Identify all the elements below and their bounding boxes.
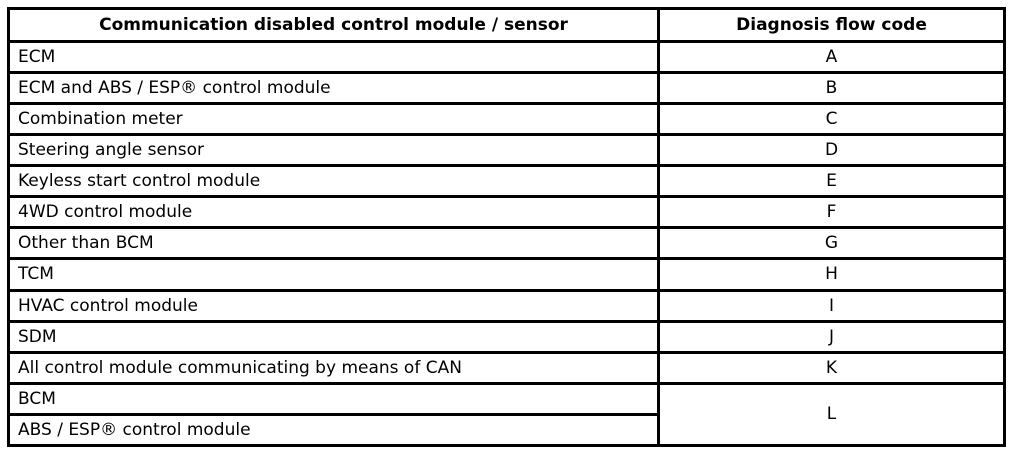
code-cell: D xyxy=(659,135,1005,166)
module-cell: Combination meter xyxy=(9,104,659,135)
diagnosis-flow-table xyxy=(7,7,1006,447)
table-row xyxy=(9,135,1005,166)
code-cell: C xyxy=(659,104,1005,135)
table-row xyxy=(9,73,1005,104)
module-cell: Steering angle sensor xyxy=(9,135,659,166)
header-row xyxy=(9,9,1005,42)
table-row xyxy=(9,42,1005,73)
module-cell: ECM xyxy=(9,42,659,73)
module-cell: BCM xyxy=(9,383,659,414)
table-row xyxy=(9,352,1005,383)
code-cell: B xyxy=(659,73,1005,104)
table-row xyxy=(9,321,1005,352)
table-row xyxy=(9,228,1005,259)
module-cell: Keyless start control module xyxy=(9,166,659,197)
code-cell: G xyxy=(659,228,1005,259)
code-cell: J xyxy=(659,321,1005,352)
table-row xyxy=(9,259,1005,290)
module-cell: ABS / ESP® control module xyxy=(9,414,659,445)
code-cell: A xyxy=(659,42,1005,73)
module-cell: HVAC control module xyxy=(9,290,659,321)
module-cell: ECM and ABS / ESP® control module xyxy=(9,73,659,104)
table-row xyxy=(9,290,1005,321)
code-cell: F xyxy=(659,197,1005,228)
code-cell-merged: L xyxy=(659,383,1005,445)
module-cell: TCM xyxy=(9,259,659,290)
table-row xyxy=(9,383,1005,414)
code-cell: K xyxy=(659,352,1005,383)
table-row xyxy=(9,197,1005,228)
module-cell: Other than BCM xyxy=(9,228,659,259)
table-row xyxy=(9,104,1005,135)
code-cell: E xyxy=(659,166,1005,197)
module-cell: SDM xyxy=(9,321,659,352)
header-code: Diagnosis flow code xyxy=(659,9,1005,42)
header-module: Communication disabled control module / sensor xyxy=(9,9,659,42)
table-row xyxy=(9,166,1005,197)
module-cell: All control module communicating by means of CAN xyxy=(9,352,659,383)
code-cell: I xyxy=(659,290,1005,321)
code-cell: H xyxy=(659,259,1005,290)
module-cell: 4WD control module xyxy=(9,197,659,228)
